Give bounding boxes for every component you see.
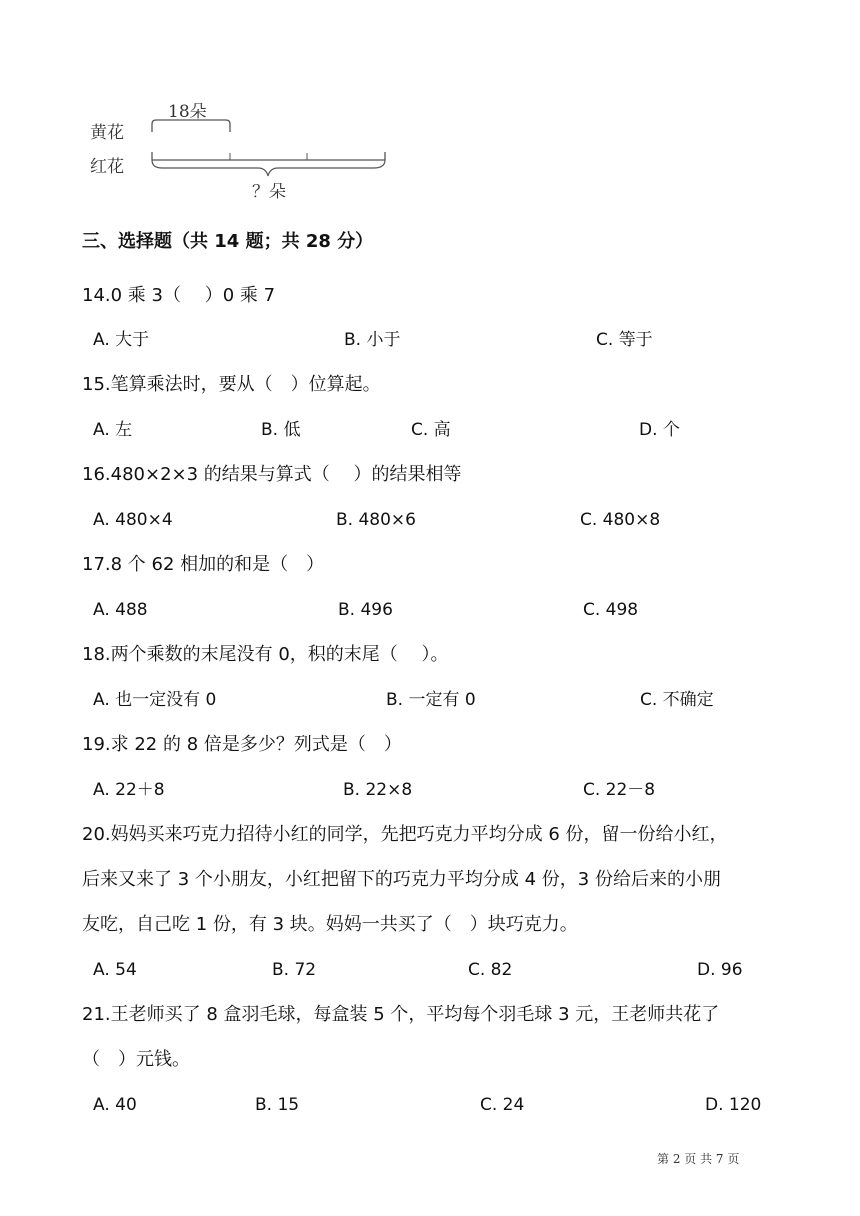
q19-option-a[interactable]: A. 22＋8 (93, 780, 165, 800)
q16-option-b[interactable]: B. 480×6 (336, 510, 416, 530)
diagram-lines (140, 110, 400, 180)
q21-option-b[interactable]: B. 15 (255, 1095, 300, 1115)
question-17-stem: 17.8 个 62 相加的和是（ ） (82, 554, 325, 575)
question-16-stem: 16.480×2×3 的结果与算式（ ）的结果相等 (82, 464, 462, 485)
q15-option-d[interactable]: D. 个 (639, 420, 680, 440)
q20-option-d[interactable]: D. 96 (697, 960, 743, 980)
question-21-stem-line-2: （ ）元钱。 (82, 1049, 190, 1070)
q15-option-b[interactable]: B. 低 (261, 420, 301, 440)
q20-option-b[interactable]: B. 72 (272, 960, 317, 980)
q18-option-b[interactable]: B. 一定有 0 (386, 690, 476, 710)
q18-option-c[interactable]: C. 不确定 (640, 690, 714, 710)
q16-option-c[interactable]: C. 480×8 (580, 510, 661, 530)
q16-option-a[interactable]: A. 480×4 (93, 510, 173, 530)
diagram-yellow-label: 黄花 (90, 123, 124, 143)
page-number-footer: 第 2 页 共 7 页 (657, 1152, 740, 1166)
section-title: 三、选择题（共 14 题；共 28 分） (82, 231, 374, 252)
q20-option-c[interactable]: C. 82 (468, 960, 513, 980)
question-19-stem: 19.求 22 的 8 倍是多少？列式是（ ） (82, 734, 402, 755)
q20-option-a[interactable]: A. 54 (93, 960, 137, 980)
q17-option-b[interactable]: B. 496 (338, 600, 393, 620)
question-20-stem-line-3: 友吃，自己吃 1 份，有 3 块。妈妈一共买了（ ）块巧克力。 (82, 914, 578, 935)
q18-option-a[interactable]: A. 也一定没有 0 (93, 690, 217, 710)
question-14-stem: 14.0 乘 3（ ）0 乘 7 (82, 285, 276, 306)
diagram-red-label: 红花 (90, 157, 124, 177)
q17-option-c[interactable]: C. 498 (583, 600, 639, 620)
diagram-top-label: 18朵 (168, 102, 207, 122)
diagram-bottom-label: ？朵 (252, 182, 286, 202)
q21-option-a[interactable]: A. 40 (93, 1095, 137, 1115)
q21-option-c[interactable]: C. 24 (480, 1095, 525, 1115)
q15-option-a[interactable]: A. 左 (93, 420, 133, 440)
q14-option-a[interactable]: A. 大于 (93, 330, 150, 350)
q14-option-b[interactable]: B. 小于 (344, 330, 401, 350)
q19-option-b[interactable]: B. 22×8 (343, 780, 413, 800)
question-20-stem-line-1: 20.妈妈买来巧克力招待小红的同学，先把巧克力平均分成 6 份，留一份给小红， (82, 824, 728, 845)
q14-option-c[interactable]: C. 等于 (596, 330, 653, 350)
q17-option-a[interactable]: A. 488 (93, 600, 148, 620)
q19-option-c[interactable]: C. 22－8 (583, 780, 656, 800)
question-15-stem: 15.笔算乘法时，要从（ ）位算起。 (82, 374, 381, 395)
question-20-stem-line-2: 后来又来了 3 个小朋友，小红把留下的巧克力平均分成 4 份，3 份给后来的小朋 (82, 869, 721, 890)
question-21-stem-line-1: 21.王老师买了 8 盒羽毛球，每盒装 5 个，平均每个羽毛球 3 元，王老师共花了 (82, 1004, 720, 1025)
question-18-stem: 18.两个乘数的末尾没有 0，积的末尾（ ）。 (82, 644, 449, 665)
q21-option-d[interactable]: D. 120 (705, 1095, 762, 1115)
q15-option-c[interactable]: C. 高 (411, 420, 451, 440)
